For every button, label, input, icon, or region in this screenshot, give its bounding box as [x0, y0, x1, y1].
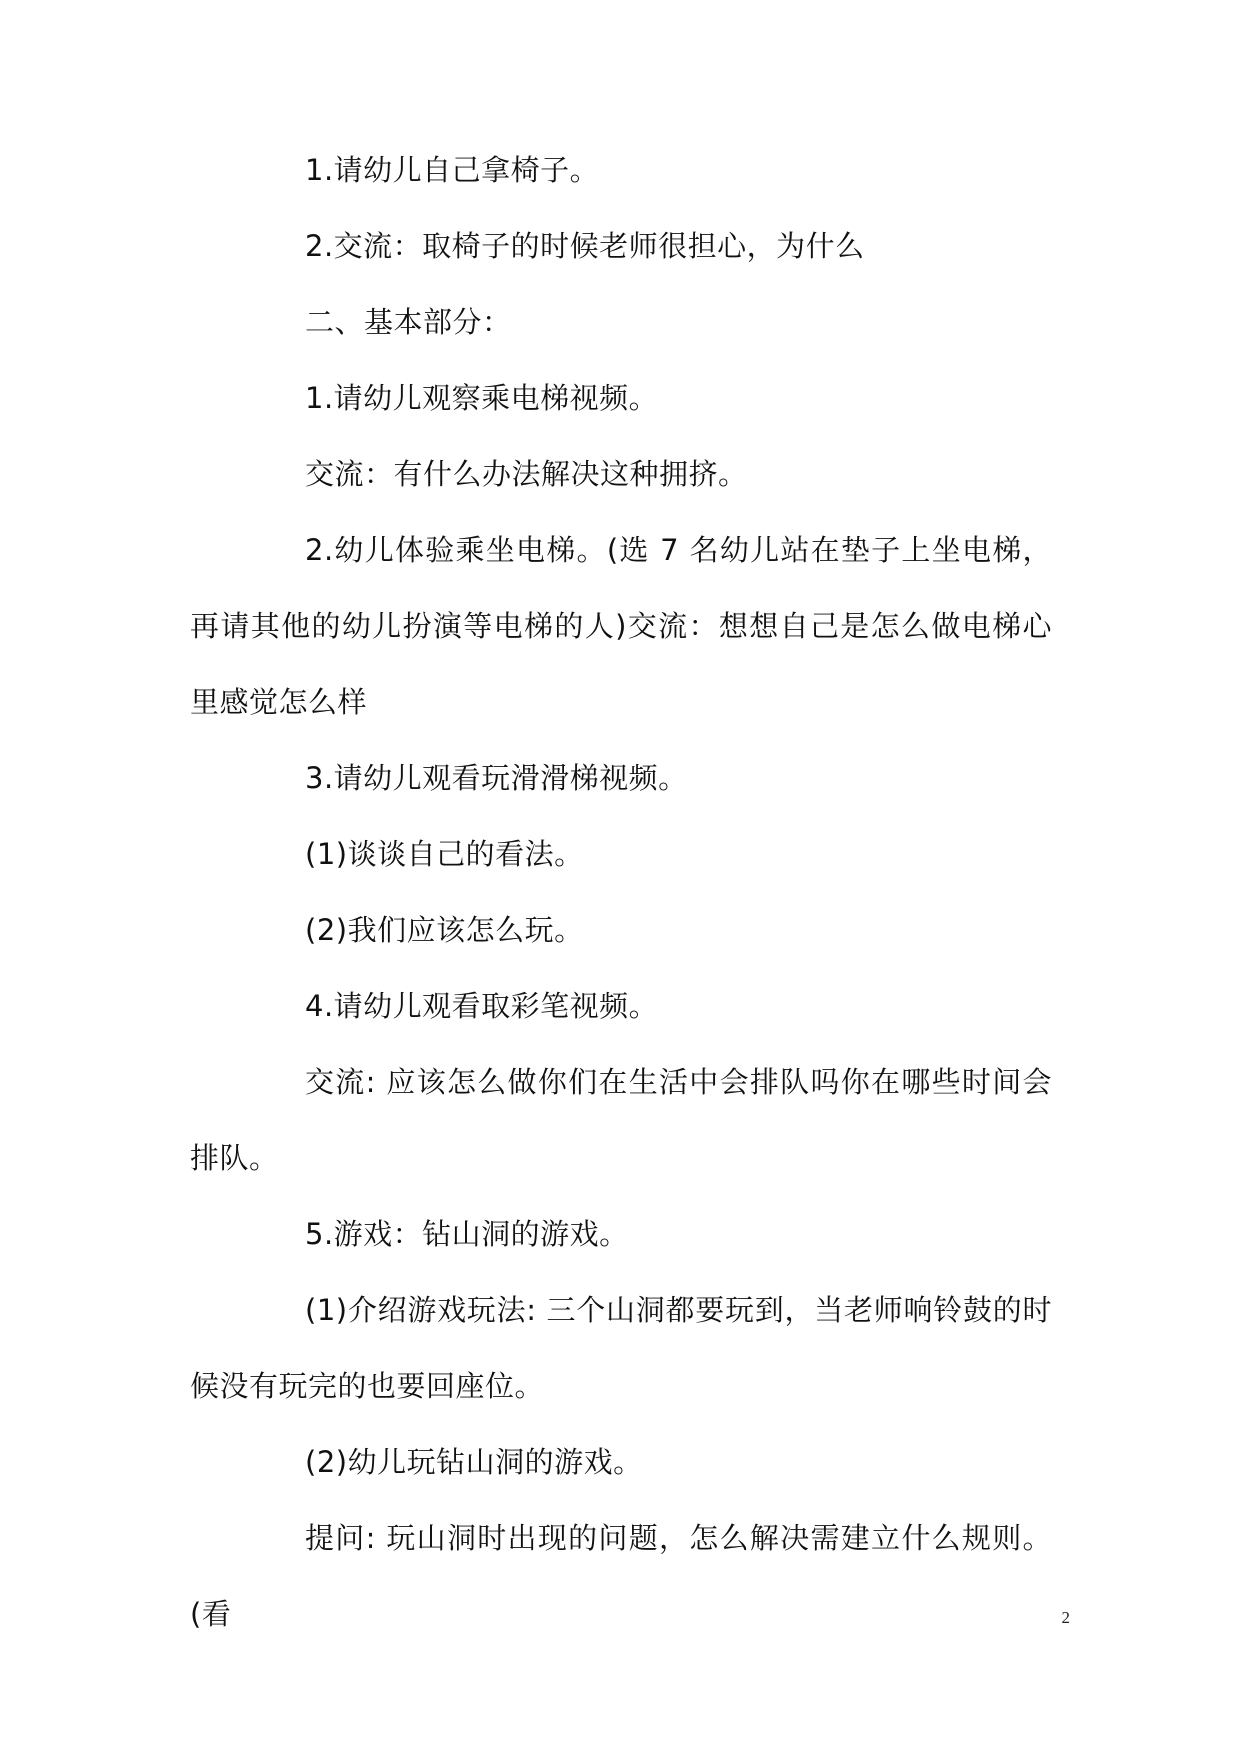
- paragraph-10: 4.请幼儿观看取彩笔视频。: [305, 989, 659, 1023]
- paragraph-9: (2)我们应该怎么玩。: [305, 913, 584, 947]
- paragraph-15: 提问: 玩山洞时出现的问题，怎么解决需建立什么规则。(看: [190, 1521, 1052, 1631]
- page-number: 2: [1061, 1608, 1070, 1627]
- paragraph-3: 二、基本部分：: [305, 305, 512, 339]
- paragraph-8: (1)谈谈自己的看法。: [305, 837, 584, 871]
- paragraph-13: (1)介绍游戏玩法: 三个山洞都要玩到，当老师响铃鼓的时候没有玩完的也要回座位。: [190, 1293, 1052, 1403]
- paragraph-11: 交流: 应该怎么做你们在生活中会排队吗你在哪些时间会排队。: [190, 1065, 1052, 1175]
- paragraph-4: 1.请幼儿观察乘电梯视频。: [305, 381, 659, 415]
- document-body: [190, 132, 1052, 1652]
- paragraph-7: 3.请幼儿观看玩滑滑梯视频。: [305, 761, 688, 795]
- paragraph-12: 5.游戏：钻山洞的游戏。: [305, 1217, 629, 1251]
- paragraph-2: 2.交流：取椅子的时候老师很担心，为什么: [305, 229, 865, 263]
- paragraph-1: 1.请幼儿自己拿椅子。: [305, 153, 600, 187]
- paragraph-6: 2.幼儿体验乘坐电梯。(选 7 名幼儿站在垫子上坐电梯，再请其他的幼儿扮演等电梯的人)交流：想想自己是怎么做电梯心里感觉怎么样: [190, 533, 1052, 719]
- paragraph-14: (2)幼儿玩钻山洞的游戏。: [305, 1445, 643, 1479]
- paragraph-5: 交流：有什么办法解决这种拥挤。: [305, 457, 748, 491]
